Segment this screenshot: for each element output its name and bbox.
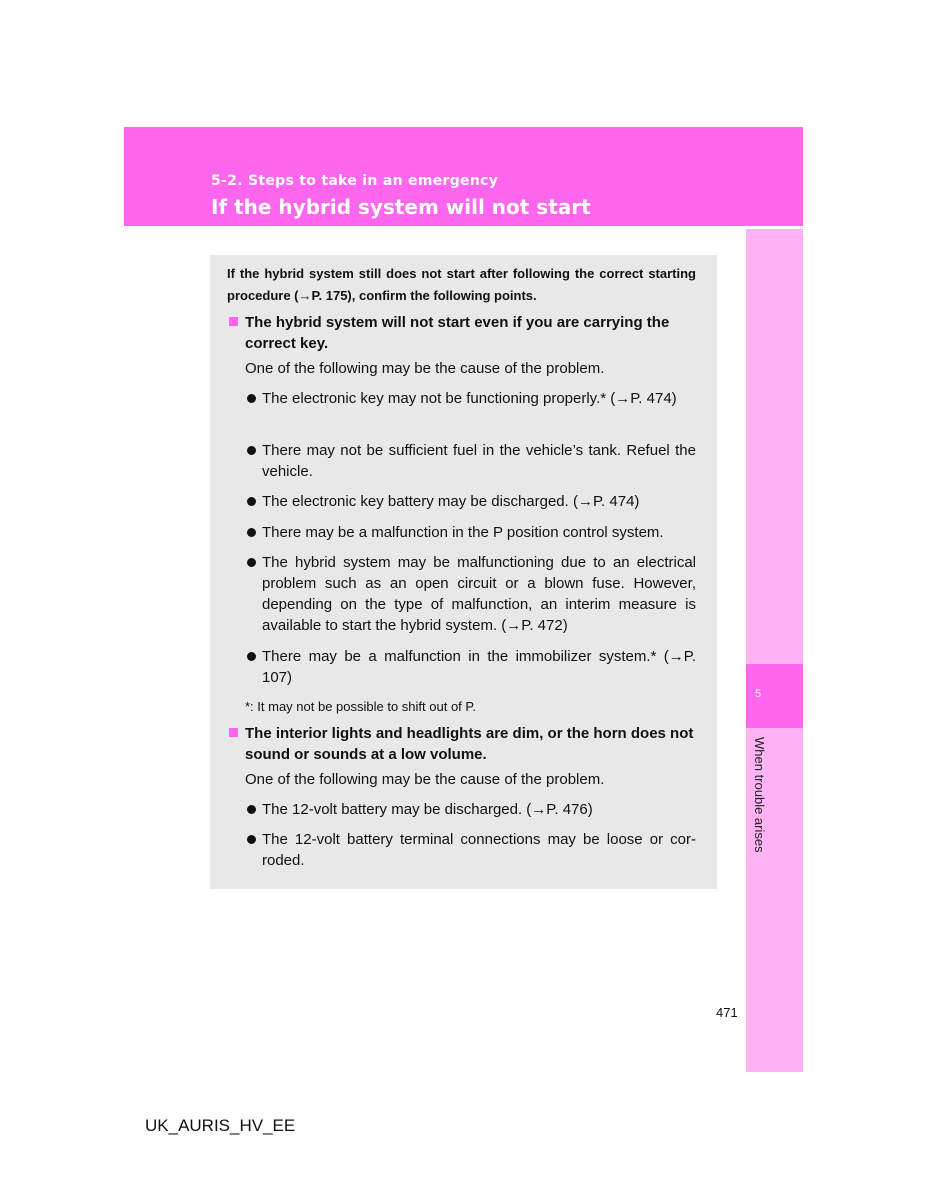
bullet-dot-icon — [247, 528, 256, 537]
list-item: There may be a malfunction in the P position control system. — [262, 522, 696, 543]
intro-text: If the hybrid system still does not start after following the correct starting procedure (→P. 175), confirm the following points. — [227, 266, 696, 303]
list-item: There may not be sufficient fuel in the vehicle’s tank. Refuel the vehicle. — [262, 440, 696, 482]
list-item: The electronic key battery may be discharged. (→P. 474) — [262, 491, 696, 512]
section-label: 5-2. Steps to take in an emergency — [211, 173, 499, 189]
content-panel — [210, 255, 717, 889]
square-bullet-icon — [229, 317, 238, 326]
footnote: *: It may not be possible to shift out of P. — [245, 699, 477, 714]
section-header — [124, 127, 803, 226]
document-code: UK_AURIS_HV_EE — [145, 1116, 296, 1135]
list-item: The 12-volt battery terminal connections may be loose or cor- roded. — [262, 829, 696, 871]
chapter-tab — [746, 664, 803, 728]
bullet-dot-icon — [247, 805, 256, 814]
list-item: The 12-volt battery may be discharged. (→P. 476) — [262, 799, 696, 820]
chapter-title: When trouble arises — [752, 737, 767, 853]
bullet-dot-icon — [247, 652, 256, 661]
section-heading-text: The hybrid system will not start even if you are carrying the correct key. — [245, 314, 670, 352]
section-lead: One of the following may be the cause of the problem. — [245, 360, 605, 377]
page-title: If the hybrid system will not start — [211, 195, 591, 219]
bullet-dot-icon — [247, 446, 256, 455]
list-item: There may be a malfunction in the immobilizer system.* (→P. 107) — [262, 646, 696, 688]
section-heading-2 — [245, 723, 700, 765]
section-lead: One of the following may be the cause of the problem. — [245, 771, 605, 788]
page-number: 471 — [716, 1005, 738, 1020]
list-item: The hybrid system may be malfunctioning due to an electrical problem such as an open circuit or a blown fuse. However, depending on the type of malfunction, an interim measure is available to start the hybrid system. (→P. 472) — [262, 552, 696, 636]
square-bullet-icon — [229, 728, 238, 737]
list-item: The electronic key may not be functioning properly.* (→P. 474) — [262, 388, 696, 409]
side-tab — [746, 229, 803, 1072]
chapter-number: 5 — [755, 688, 762, 700]
bullet-dot-icon — [247, 558, 256, 567]
section-heading-text: The interior lights and headlights are dim, or the horn does not sound or sounds at a low volume. — [245, 725, 694, 763]
bullet-dot-icon — [247, 497, 256, 506]
bullet-dot-icon — [247, 835, 256, 844]
section-heading-1 — [245, 312, 700, 354]
bullet-dot-icon — [247, 394, 256, 403]
